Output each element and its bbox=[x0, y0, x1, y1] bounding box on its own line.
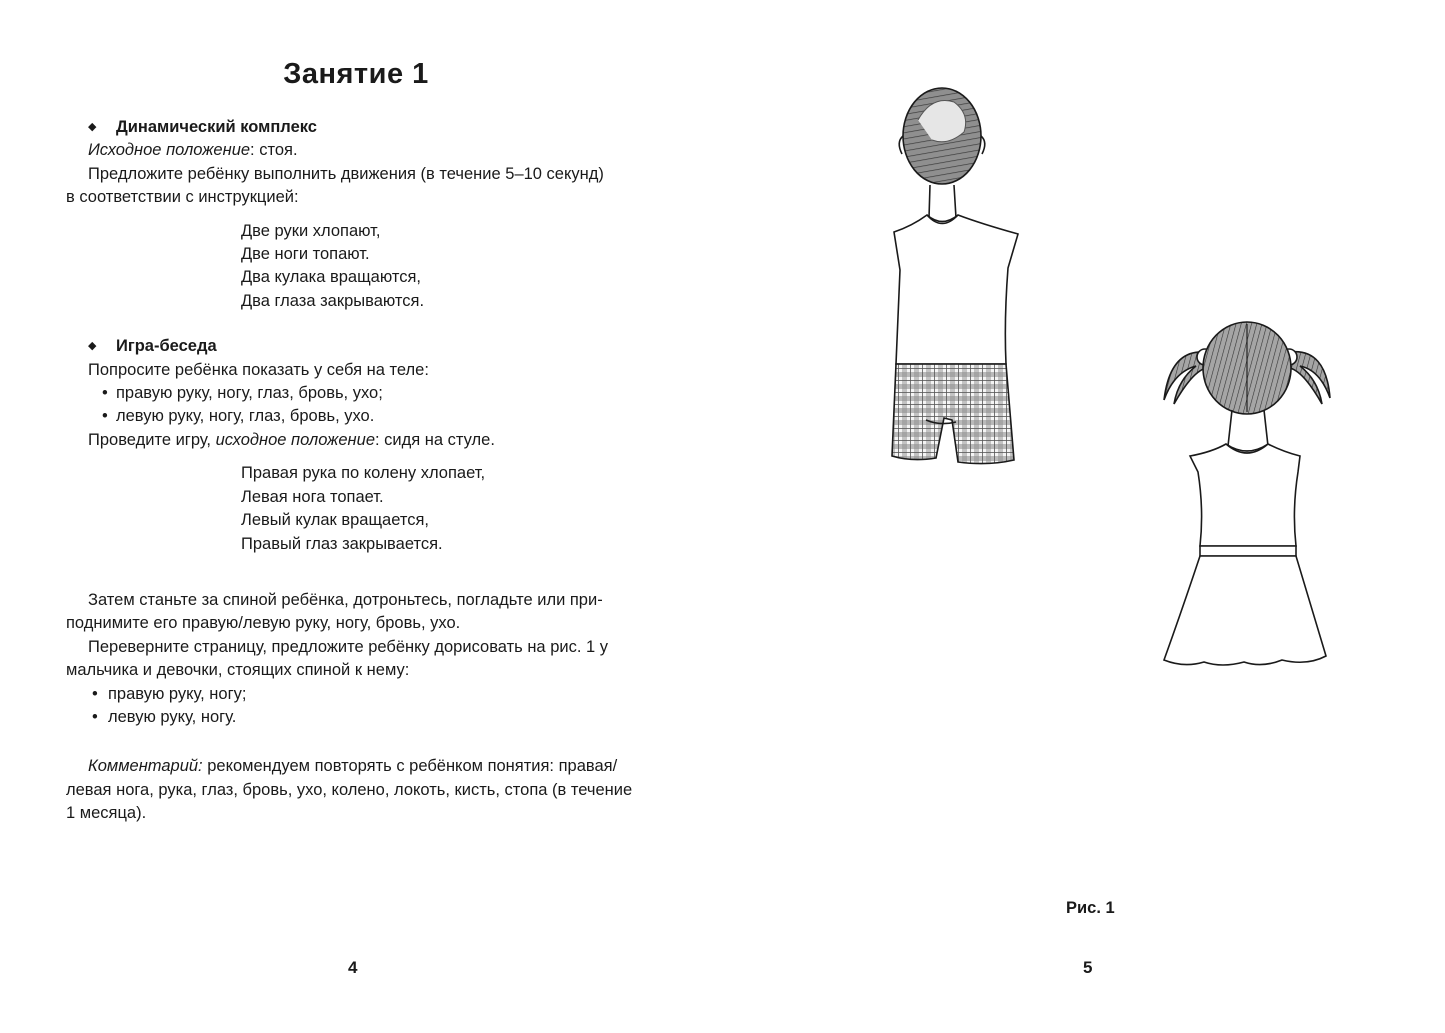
bullet-icon: • bbox=[102, 407, 108, 426]
figure-caption: Рис. 1 bbox=[1066, 899, 1115, 917]
list-item: • правую руку, ногу, глаз, бровь, ухо; bbox=[66, 382, 646, 405]
bullet-icon: • bbox=[92, 684, 98, 703]
list-item: • левую руку, ногу. bbox=[66, 706, 646, 729]
lesson-text bbox=[66, 116, 646, 826]
bullet-icon: • bbox=[102, 384, 108, 403]
diamond-bullet-icon: ◆ bbox=[88, 340, 97, 353]
poem-line: Две ноги топают. bbox=[241, 245, 370, 264]
girl-figure bbox=[1164, 322, 1330, 665]
poem-line: Два глаза закрываются. bbox=[241, 291, 425, 310]
poem-line: Правый глаз закрывается. bbox=[241, 534, 443, 553]
initial-position: Исходное положение: стоя. bbox=[88, 141, 298, 160]
page-number: 5 bbox=[1083, 958, 1093, 977]
figure-illustration bbox=[722, 0, 1445, 1033]
para1-line2: поднимите его правую/левую руку, ногу, бровь, ухо. bbox=[66, 614, 461, 633]
para1-line1: Затем станьте за спиной ребёнка, дотроньтесь, погладьте или при- bbox=[88, 590, 603, 609]
instruction-line-2: в соответствии с инструкцией: bbox=[66, 188, 299, 207]
section-heading-game: ◆ Игра-беседа bbox=[66, 335, 646, 358]
poem-line: Правая рука по колену хлопает, bbox=[241, 464, 486, 483]
poem-line: Левая нога топает. bbox=[241, 487, 384, 506]
list-item: • правую руку, ногу; bbox=[66, 683, 646, 706]
game-line: Проведите игру, исходное положение: сидя на стуле. bbox=[88, 430, 495, 449]
bullet-icon: • bbox=[92, 707, 98, 726]
instruction-line-1: Предложите ребёнку выполнить движения (в течение 5–10 секунд) bbox=[88, 164, 604, 183]
comment-line2: левая нога, рука, глаз, бровь, ухо, колено, локоть, кисть, стопа (в течение bbox=[66, 780, 633, 799]
page-number: 4 bbox=[348, 958, 358, 977]
comment-line1: Комментарий: рекомендуем повторять с ребёнком понятия: правая/ bbox=[88, 757, 618, 776]
poem-line: Две руки хлопают, bbox=[241, 221, 381, 240]
poem-line: Два кулака вращаются, bbox=[241, 268, 421, 287]
comment-line3: 1 месяца). bbox=[66, 804, 147, 823]
poem-line: Левый кулак вращается, bbox=[241, 511, 429, 530]
section-heading-dynamic: ◆ Динамический комплекс bbox=[66, 116, 646, 139]
para2-line2: мальчика и девочки, стоящих спиной к нему: bbox=[66, 661, 410, 680]
left-page bbox=[0, 0, 722, 1033]
ask-line: Попросите ребёнка показать у себя на теле: bbox=[88, 360, 429, 379]
para2-line1: Переверните страницу, предложите ребёнку дорисовать на рис. 1 у bbox=[88, 637, 609, 656]
diamond-bullet-icon: ◆ bbox=[88, 121, 97, 133]
right-page bbox=[722, 0, 1445, 1033]
page-title: Занятие 1 bbox=[283, 58, 429, 90]
list-item: • левую руку, ногу, глаз, бровь, ухо. bbox=[66, 405, 646, 428]
boy-figure bbox=[892, 88, 1018, 464]
